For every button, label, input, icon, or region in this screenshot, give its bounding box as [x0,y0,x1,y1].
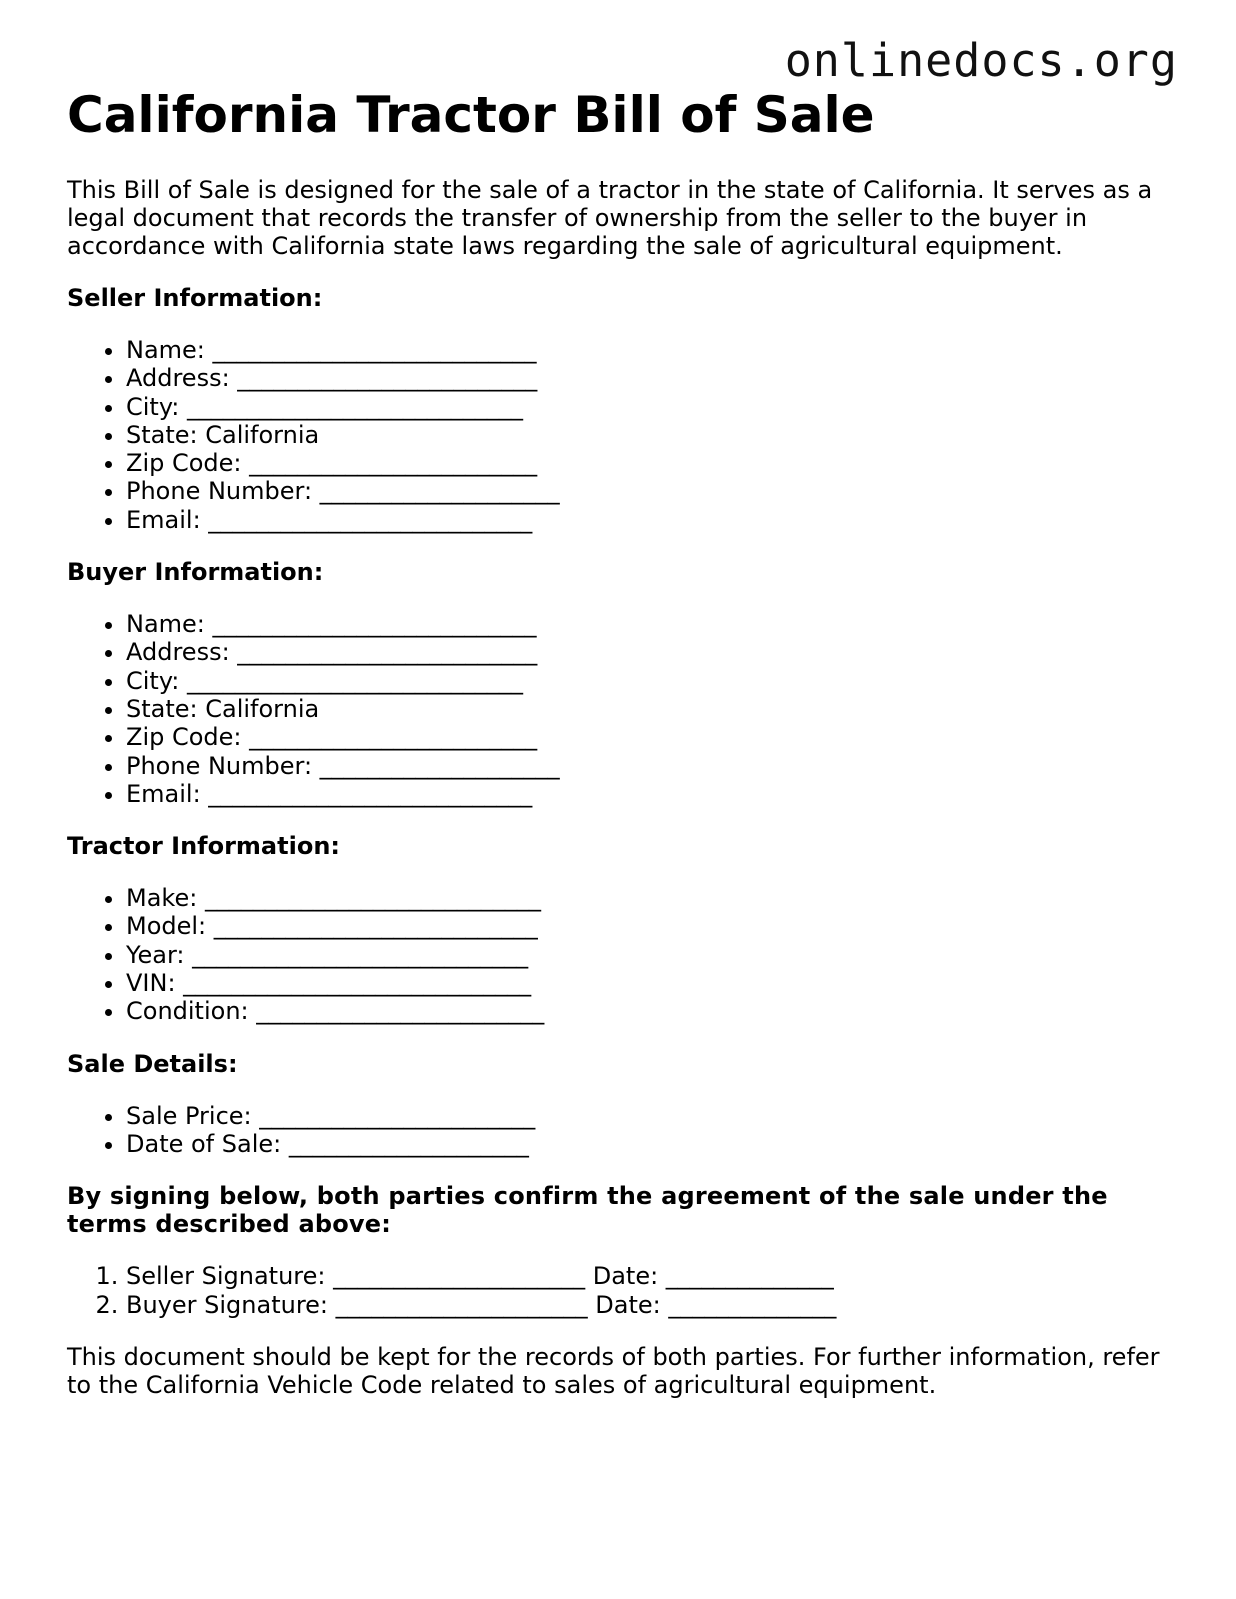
watermark: onlinedocs.org [784,34,1178,87]
buyer-heading: Buyer Information: [67,558,324,587]
buyer-zip-field: • Zip Code: ________________________ [126,723,1177,751]
sale-list [67,1102,1177,1159]
sale-heading: Sale Details: [67,1049,238,1078]
seller-address-field: • Address: _________________________ [126,364,1177,392]
seller-name-field: • Name: ___________________________ [126,336,1177,364]
seller-zip-field: • Zip Code: ________________________ [126,449,1177,477]
sale-price-field: • Sale Price: _______________________ [126,1102,1177,1130]
buyer-name-field: • Name: ___________________________ [126,610,1177,638]
seller-list [67,336,1177,534]
closing-paragraph: This document should be kept for the records of both parties. For further information, refer to the California Vehicle Code related to sales of agricultural equipment. [67,1342,1160,1399]
tractor-model-field: • Model: ___________________________ [126,912,1177,940]
signature-list [67,1262,1177,1319]
seller-heading: Seller Information: [67,284,323,312]
tractor-heading: Tractor Information: [67,832,340,861]
sale-date-field: • Date of Sale: ____________________ [126,1130,1177,1158]
buyer-state-field: • State: California [126,695,1177,723]
page-title: California Tractor Bill of Sale [67,86,875,144]
buyer-email-field: • Email: ___________________________ [126,780,1177,808]
signature-heading: By signing below, both parties confirm the agreement of the sale under the terms described above: [67,1182,1108,1239]
intro-paragraph: This Bill of Sale is designed for the sale of a tractor in the state of California. It serves as a legal document that records the transfer of ownership from the seller to the buyer in accordance with California state laws regarding the sale of agricultural equipment. [67,176,1153,260]
seller-signature-line: 1. Seller Signature: _____________________ Date: ______________ [126,1262,1177,1290]
buyer-address-field: • Address: _________________________ [126,638,1177,666]
buyer-phone-field: • Phone Number: ____________________ [126,752,1177,780]
tractor-list [67,884,1177,1025]
tractor-vin-field: • VIN: _____________________________ [126,969,1177,997]
document [67,88,1177,1399]
seller-state-field: • State: California [126,421,1177,449]
buyer-city-field: • City: ____________________________ [126,667,1177,695]
seller-phone-field: • Phone Number: ____________________ [126,477,1177,505]
seller-email-field: • Email: ___________________________ [126,506,1177,534]
tractor-condition-field: • Condition: ________________________ [126,997,1177,1025]
buyer-list [67,610,1177,808]
tractor-year-field: • Year: ____________________________ [126,941,1177,969]
tractor-make-field: • Make: ____________________________ [126,884,1177,912]
buyer-signature-line: 2. Buyer Signature: _____________________ Date: ______________ [126,1291,1177,1319]
seller-city-field: • City: ____________________________ [126,393,1177,421]
